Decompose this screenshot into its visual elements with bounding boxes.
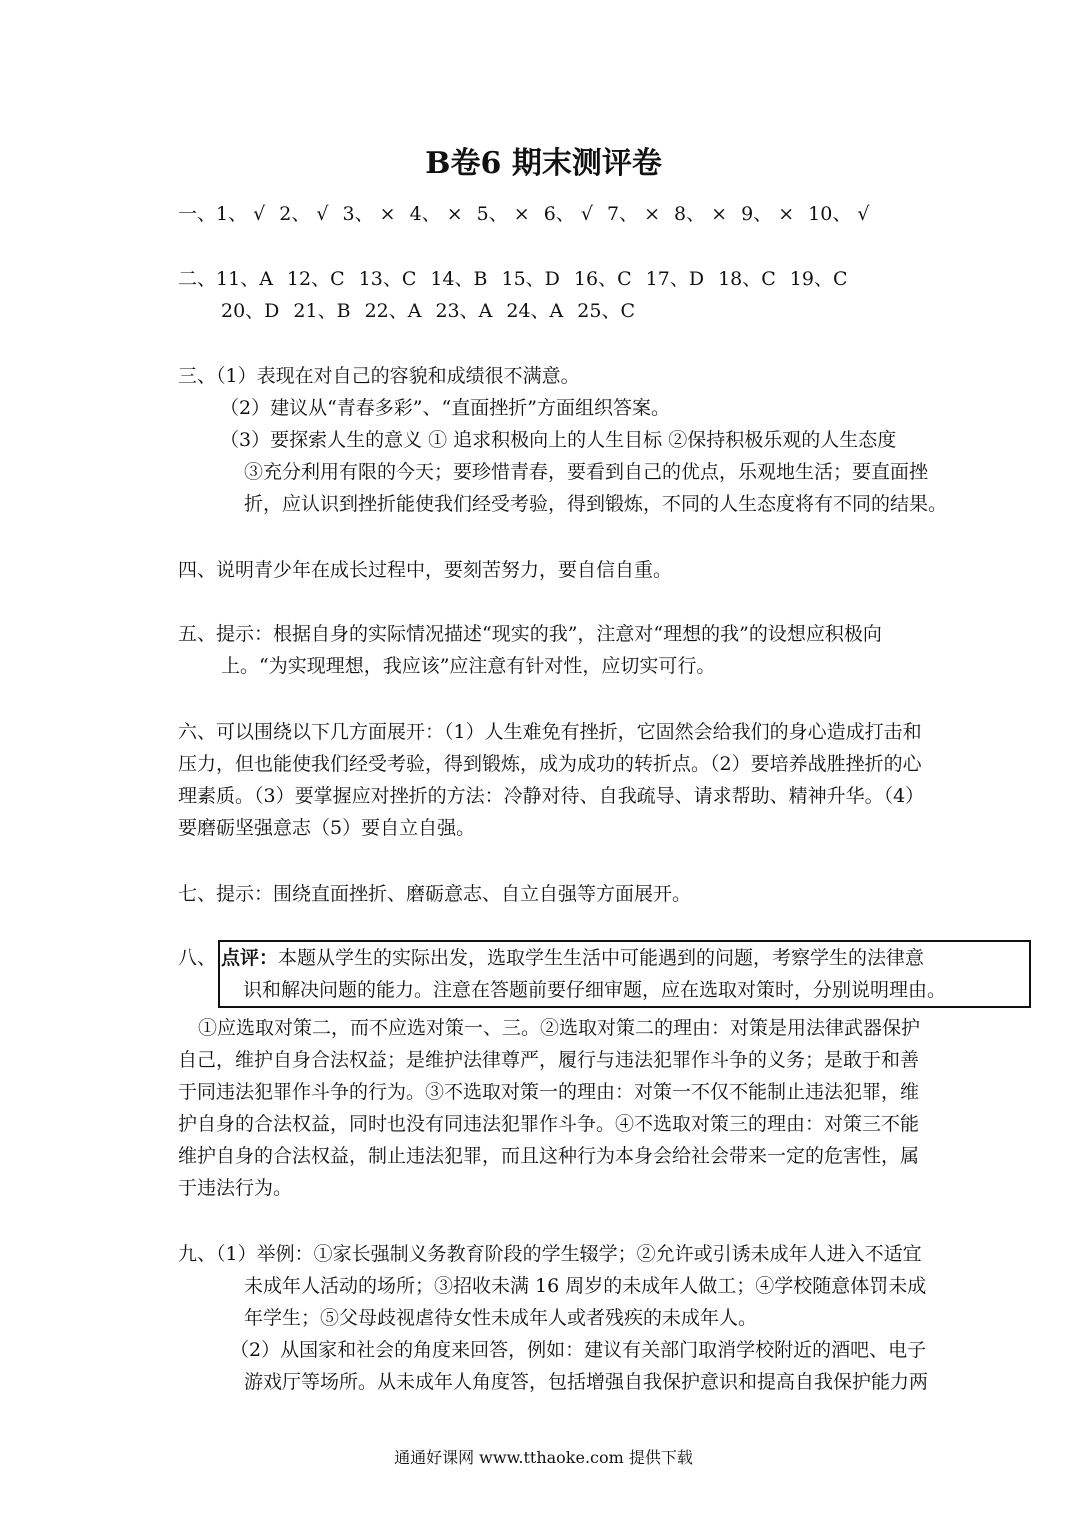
answer-item: 23、A bbox=[435, 300, 493, 322]
answer-item: 5、 × bbox=[476, 203, 530, 225]
section-6-line-1: 六、可以围绕以下几方面展开：（1）人生难免有挫折，它固然会给我们的身心造成打击和 bbox=[178, 721, 922, 743]
commentary-line-2: 识和解决问题的能力。注意在答题前要仔细审题，应在选取对策时，分别说明理由。 bbox=[243, 979, 947, 1001]
answer-item: 21、B bbox=[293, 300, 351, 322]
section-9-line-1: 九、（1）举例：①家长强制义务教育阶段的学生辍学；②允许或引诱未成年人进入不适宜 bbox=[178, 1243, 922, 1265]
answer-item: 10、 √ bbox=[808, 203, 870, 225]
answer-item: 6、 √ bbox=[543, 203, 593, 225]
section-8-line-6: 于违法行为。 bbox=[178, 1177, 293, 1199]
footer-source: 通通好课网 www.tthaoke.com 提供下载 bbox=[394, 1448, 693, 1467]
section-2-row-1 bbox=[178, 263, 862, 295]
answer-item: 17、D bbox=[645, 268, 705, 290]
section-9-line-5: 游戏厅等场所。从未成年人角度答，包括增强自我保护意识和提高自我保护能力两 bbox=[244, 1371, 929, 1393]
section-3-line-5: 折，应认识到挫折能使我们经受考验，得到锻炼，不同的人生态度将有不同的结果。 bbox=[244, 493, 948, 515]
answer-item: 7、 × bbox=[606, 203, 661, 225]
section-1-answers bbox=[216, 203, 883, 225]
answer-item: 14、B bbox=[430, 268, 488, 290]
section-3-line-3: （3）要探索人生的意义 ① 追求积极向上的人生目标 ②保持积极乐观的人生态度 bbox=[220, 429, 897, 451]
answer-item: 12、C bbox=[286, 268, 345, 290]
section-6-line-4: 要磨砺坚强意志（5）要自立自强。 bbox=[178, 817, 476, 839]
section-2-row-2 bbox=[221, 295, 649, 327]
section-8-line-2: 自己，维护自身合法权益；是维护法律尊严，履行与违法犯罪作斗争的义务；是敢于和善 bbox=[178, 1049, 920, 1071]
section-1-label: 一、 bbox=[178, 203, 217, 225]
answer-item: 22、A bbox=[364, 300, 422, 322]
section-1 bbox=[178, 198, 883, 230]
answer-item: 24、A bbox=[506, 300, 564, 322]
answer-item: 20、D bbox=[221, 300, 280, 322]
answer-item: 11、A bbox=[216, 268, 273, 290]
answer-item: 19、C bbox=[789, 268, 848, 290]
commentary-text-1: 本题从学生的实际出发，选取学生生活中可能遇到的问题，考察学生的法律意 bbox=[278, 947, 925, 969]
answer-item: 3、 × bbox=[342, 203, 396, 225]
answer-item: 16、C bbox=[573, 268, 632, 290]
section-8-label: 八、 bbox=[178, 947, 217, 969]
answer-item: 13、C bbox=[358, 268, 417, 290]
section-3-line-1: 三、（1）表现在对自己的容貌和成绩很不满意。 bbox=[178, 365, 580, 387]
commentary-line-1 bbox=[221, 942, 924, 974]
answer-item: 1、 √ bbox=[216, 203, 266, 225]
section-6-line-2: 压力，但也能使我们经受考验，得到锻炼，成为成功的转折点。（2）要培养战胜挫折的心 bbox=[178, 753, 922, 775]
commentary-heading: 点评： bbox=[221, 947, 279, 969]
section-2-answers-row-2 bbox=[221, 300, 649, 322]
section-3-line-2: （2）建议从“青春多彩”、“直面挫折”方面组织答案。 bbox=[220, 397, 670, 419]
answer-item: 2、 √ bbox=[279, 203, 329, 225]
section-6-line-3: 理素质。（3）要掌握应对挫折的方法：冷静对待、自我疏导、请求帮助、精神升华。（4） bbox=[178, 785, 925, 807]
section-3-line-4: ③充分利用有限的今天；要珍惜青春，要看到自己的优点，乐观地生活；要直面挫 bbox=[244, 461, 929, 483]
section-9-line-2: 未成年人活动的场所；③招收未满 16 周岁的未成年人做工；④学校随意体罚未成 bbox=[244, 1275, 927, 1297]
answer-item: 8、 × bbox=[674, 203, 728, 225]
page-title: B卷6 期末测评卷 bbox=[425, 146, 662, 181]
answer-item: 15、D bbox=[501, 268, 560, 290]
answer-item: 4、 × bbox=[409, 203, 463, 225]
section-8-line-3: 于同违法犯罪作斗争的行为。③不选取对策一的理由：对策一不仅不能制止违法犯罪，维 bbox=[178, 1081, 920, 1103]
section-2-answers-row-1 bbox=[216, 268, 861, 290]
section-8-line-1: ①应选取对策二，而不应选对策一、三。②选取对策二的理由：对策是用法律武器保护 bbox=[198, 1017, 921, 1039]
section-9-line-3: 年学生；⑤父母歧视虐待女性未成年人或者残疾的未成年人。 bbox=[244, 1307, 758, 1329]
answer-item: 18、C bbox=[718, 268, 776, 290]
section-7-line-1: 七、提示：围绕直面挫折、磨砺意志、自立自强等方面展开。 bbox=[178, 883, 692, 905]
section-8-line-5: 维护自身的合法权益，制止违法犯罪，而且这种行为本身会给社会带来一定的危害性，属 bbox=[178, 1145, 920, 1167]
section-5-line-2: 上。“为实现理想，我应该”应注意有针对性，应切实可行。 bbox=[221, 655, 716, 677]
section-4-line-1: 四、说明青少年在成长过程中，要刻苦努力，要自信自重。 bbox=[178, 559, 673, 581]
answer-item: 9、 × bbox=[741, 203, 795, 225]
section-5-line-1: 五、提示：根据自身的实际情况描述“现实的我”，注意对“理想的我”的设想应积极向 bbox=[178, 623, 882, 645]
section-2-label: 二、 bbox=[178, 268, 217, 290]
section-9-line-4: （2）从国家和社会的角度来回答，例如：建议有关部门取消学校附近的酒吧、电子 bbox=[230, 1339, 927, 1361]
section-8-line-4: 护自身的合法权益，同时也没有同违法犯罪作斗争。④不选取对策三的理由：对策三不能 bbox=[178, 1113, 920, 1135]
answer-item: 25、C bbox=[577, 300, 635, 322]
